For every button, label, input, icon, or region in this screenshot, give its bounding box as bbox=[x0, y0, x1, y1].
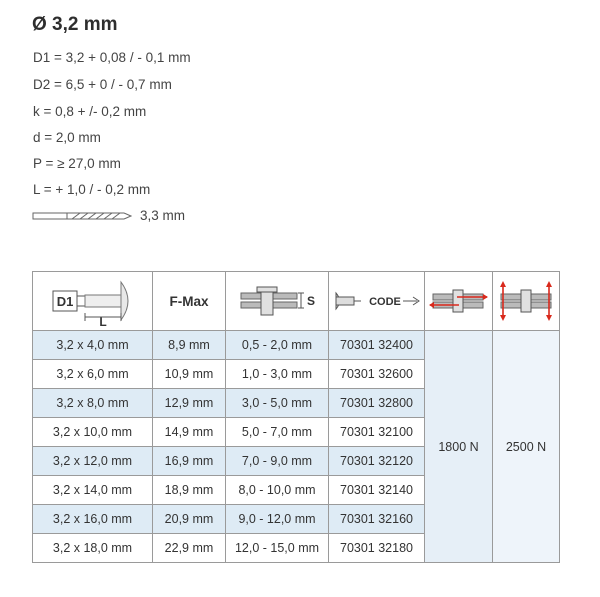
cell-code: 70301 32400 bbox=[329, 331, 425, 360]
l-label: L bbox=[98, 315, 107, 326]
cell-fmax: 14,9 mm bbox=[153, 418, 226, 447]
cell-grip: 5,0 - 7,0 mm bbox=[226, 418, 329, 447]
cell-tensile-force: 2500 N bbox=[493, 331, 560, 563]
header-grip bbox=[226, 272, 329, 331]
drill-bit-icon bbox=[32, 209, 132, 223]
cell-fmax: 18,9 mm bbox=[153, 476, 226, 505]
cell-size: 3,2 x 18,0 mm bbox=[33, 534, 153, 563]
cell-size: 3,2 x 14,0 mm bbox=[33, 476, 153, 505]
cell-grip: 0,5 - 2,0 mm bbox=[226, 331, 329, 360]
cell-grip: 12,0 - 15,0 mm bbox=[226, 534, 329, 563]
cell-code: 70301 32800 bbox=[329, 389, 425, 418]
cell-grip: 1,0 - 3,0 mm bbox=[226, 360, 329, 389]
spec-d2: D2 = 6,5 + 0 / - 0,7 mm bbox=[33, 77, 172, 92]
tensile-force-icon bbox=[495, 279, 557, 323]
spec-k: k = 0,8 + /- 0,2 mm bbox=[33, 104, 147, 119]
spec-p: P = ≥ 27,0 mm bbox=[33, 156, 121, 171]
rivet-dimension-icon bbox=[45, 276, 141, 326]
cell-grip: 3,0 - 5,0 mm bbox=[226, 389, 329, 418]
spec-d: d = 2,0 mm bbox=[33, 130, 101, 145]
cell-grip: 8,0 - 10,0 mm bbox=[226, 476, 329, 505]
cell-fmax: 8,9 mm bbox=[153, 331, 226, 360]
header-size bbox=[33, 272, 153, 331]
cell-size: 3,2 x 6,0 mm bbox=[33, 360, 153, 389]
rivet-code-icon bbox=[333, 289, 421, 313]
cell-fmax: 10,9 mm bbox=[153, 360, 226, 389]
cell-size: 3,2 x 10,0 mm bbox=[33, 418, 153, 447]
grip-range-icon bbox=[237, 283, 317, 319]
drill-size-label: 3,3 mm bbox=[140, 208, 186, 223]
cell-code: 70301 32140 bbox=[329, 476, 425, 505]
cell-code: 70301 32600 bbox=[329, 360, 425, 389]
header-shear bbox=[425, 272, 493, 331]
cell-fmax: 20,9 mm bbox=[153, 505, 226, 534]
cell-fmax: 12,9 mm bbox=[153, 389, 226, 418]
cell-grip: 9,0 - 12,0 mm bbox=[226, 505, 329, 534]
code-label: CODE bbox=[368, 296, 401, 308]
drill-spec bbox=[32, 208, 185, 223]
cell-size: 3,2 x 12,0 mm bbox=[33, 447, 153, 476]
cell-size: 3,2 x 8,0 mm bbox=[33, 389, 153, 418]
rivet-table bbox=[32, 271, 560, 563]
cell-code: 70301 32160 bbox=[329, 505, 425, 534]
cell-code: 70301 32120 bbox=[329, 447, 425, 476]
cell-fmax: 22,9 mm bbox=[153, 534, 226, 563]
cell-code: 70301 32180 bbox=[329, 534, 425, 563]
cell-code: 70301 32100 bbox=[329, 418, 425, 447]
table-row bbox=[33, 331, 560, 360]
table-header-row bbox=[33, 272, 560, 331]
d1-label: D1 bbox=[56, 294, 73, 309]
cell-size: 3,2 x 16,0 mm bbox=[33, 505, 153, 534]
spec-d1: D1 = 3,2 + 0,08 / - 0,1 mm bbox=[33, 50, 191, 65]
page-title: Ø 3,2 mm bbox=[32, 14, 118, 35]
cell-size: 3,2 x 4,0 mm bbox=[33, 331, 153, 360]
s-label: S bbox=[306, 294, 316, 308]
spec-l: L = + 1,0 / - 0,2 mm bbox=[33, 182, 151, 197]
shear-force-icon bbox=[427, 284, 491, 318]
header-code bbox=[329, 272, 425, 331]
header-fmax: F-Max bbox=[153, 272, 226, 331]
cell-grip: 7,0 - 9,0 mm bbox=[226, 447, 329, 476]
cell-shear-force: 1800 N bbox=[425, 331, 493, 563]
header-tensile bbox=[493, 272, 560, 331]
cell-fmax: 16,9 mm bbox=[153, 447, 226, 476]
